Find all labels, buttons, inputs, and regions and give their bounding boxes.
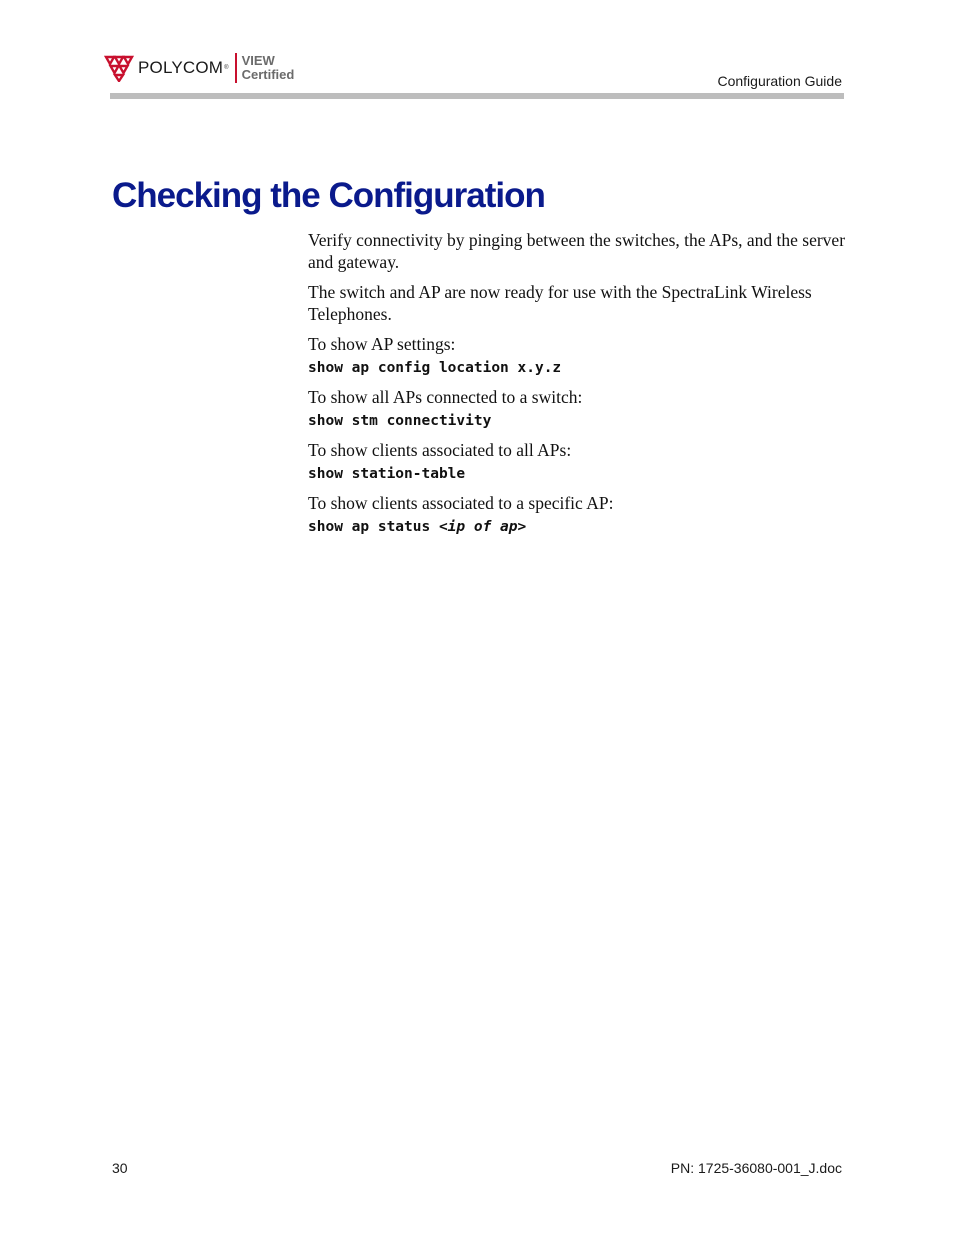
logo-wordmark: POLYCOM xyxy=(138,58,224,77)
logo-divider xyxy=(235,53,237,83)
badge-line-certified: Certified xyxy=(241,67,295,82)
command-clients-all: show station-table xyxy=(308,466,466,482)
command-clients-specific xyxy=(308,517,848,537)
label-ap-settings: To show AP settings: xyxy=(308,334,456,354)
polycom-logo xyxy=(104,50,294,86)
part-number: PN: 1725-36080-001_J.doc xyxy=(670,1160,842,1176)
section-body xyxy=(308,229,848,537)
paragraph-connectivity: Verify connectivity by pinging between the switches, the APs, and the server and gateway. xyxy=(308,230,846,272)
view-certified-badge xyxy=(242,54,295,82)
header-rule xyxy=(110,93,844,99)
section-heading: Checking the Configuration xyxy=(112,176,545,215)
command-ap-settings: show ap config location x.y.z xyxy=(308,360,562,376)
paragraph-ready: The switch and AP are now ready for use with the SpectraLink Wireless Telephones. xyxy=(308,282,812,324)
badge-line-view: VIEW xyxy=(241,53,275,68)
command-clients-specific-base: show ap status xyxy=(308,519,439,535)
command-all-aps: show stm connectivity xyxy=(308,413,492,429)
running-header-title: Configuration Guide xyxy=(717,73,842,89)
page-header xyxy=(104,50,844,100)
logo-trademark: ® xyxy=(224,65,229,71)
label-all-aps: To show all APs connected to a switch: xyxy=(308,387,583,407)
polycom-triangles-icon xyxy=(104,54,134,82)
command-clients-specific-arg: <ip of ap> xyxy=(438,519,527,535)
label-clients-specific: To show clients associated to a specific AP: xyxy=(308,493,614,513)
page-number: 30 xyxy=(112,1160,128,1176)
label-clients-all: To show clients associated to all APs: xyxy=(308,440,572,460)
